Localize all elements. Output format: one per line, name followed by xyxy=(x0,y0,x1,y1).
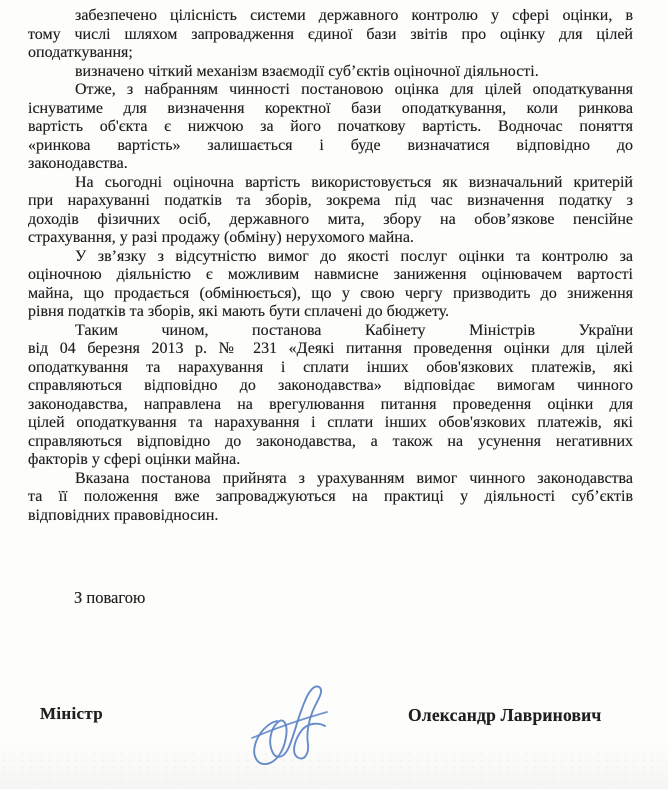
document-body xyxy=(28,7,633,525)
text-line: визначено чіткий механізм взаємодії суб’єктів оціночної діяльності. xyxy=(75,62,539,80)
text-line: оподаткування; xyxy=(28,44,133,61)
text-line: тому числі шляхом запровадження єдиної бази звітів про оцінку для цілей xyxy=(28,25,633,43)
text-line: оціночною діяльністю є можливим навмисне заниження оцінювачем вартості xyxy=(28,266,633,283)
paragraph xyxy=(28,322,633,470)
signer-title: Міністр xyxy=(40,704,103,723)
text-line: відповідних правовідносин. xyxy=(28,506,219,524)
text-line: та її положення вже запроваджуються на практиці у діяльності суб’єктів xyxy=(28,488,633,505)
paragraph xyxy=(28,470,633,526)
text-line: вартість об'єкта є нижчою за його початкову вартість. Водночас поняття xyxy=(28,118,633,135)
text-line: доходів фізичних осіб, державного мита, збору на обов’язкове пенсійне xyxy=(28,210,633,228)
text-line: при нарахуванні податків та зборів, зокрема під час визначення податку з xyxy=(28,192,633,209)
text-line: У зв’язку з відсутністю вимог до якості послуг оцінки та контролю за xyxy=(75,247,633,265)
text-line: Таким чином, постанова Кабінету Міністрів України xyxy=(75,321,633,339)
text-line: «ринкова вартість» залишається і буде визначатися відповідно до xyxy=(28,136,633,154)
text-line: цілей оподаткування та нарахування і сплати інших обов'язкових платежів, які xyxy=(28,414,633,431)
text-line: майна, що продається (обмінюється), що у свою чергу призводить до зниження xyxy=(28,284,633,302)
text-line: оподаткування та нарахування і сплати інших обов'язкових платежів, які xyxy=(28,358,633,376)
paragraph xyxy=(28,81,633,174)
paragraph xyxy=(28,63,633,82)
text-line: існуватиме для визначення коректної бази оподаткування, коли ринкова xyxy=(28,99,633,117)
paragraph xyxy=(28,174,633,248)
text-line: На сьогодні оціночна вартість використовується як визначальний критерій xyxy=(75,173,633,191)
closing-salutation: З повагою xyxy=(74,588,146,607)
paragraph xyxy=(28,7,633,63)
text-line: Вказана постанова прийнята з урахуванням вимог чинного законодавства xyxy=(75,469,633,487)
text-line: рівня податків та зборів, які мають бути сплачені до бюджету. xyxy=(28,303,450,320)
text-line: факторів у сфері оцінки майна. xyxy=(28,451,241,468)
handwritten-signature-icon xyxy=(244,681,328,767)
text-line: законодавства, направлена на врегулювання питання проведення оцінки для xyxy=(28,395,633,413)
text-line: забезпечено цілісність системи державного контролю у сфері оцінки, в xyxy=(75,7,633,24)
text-line: від 04 березня 2013 р. № 231 «Деякі питання проведення оцінки для цілей xyxy=(28,340,633,357)
text-line: справляються відповідно до законодавства» відповідає вимогам чинного xyxy=(28,377,633,394)
signer-name: Олександр Лавринович xyxy=(408,705,602,725)
paragraph xyxy=(28,248,633,322)
text-line: страхування, у разі продажу (обміну) нерухомого майна. xyxy=(28,229,414,246)
text-line: законодавства. xyxy=(28,155,128,172)
text-line: Отже, з набранням чинності постановою оцінка для цілей оподаткування xyxy=(75,81,633,98)
text-line: справляються відповідно до законодавства, а також на усунення негативних xyxy=(28,432,633,450)
